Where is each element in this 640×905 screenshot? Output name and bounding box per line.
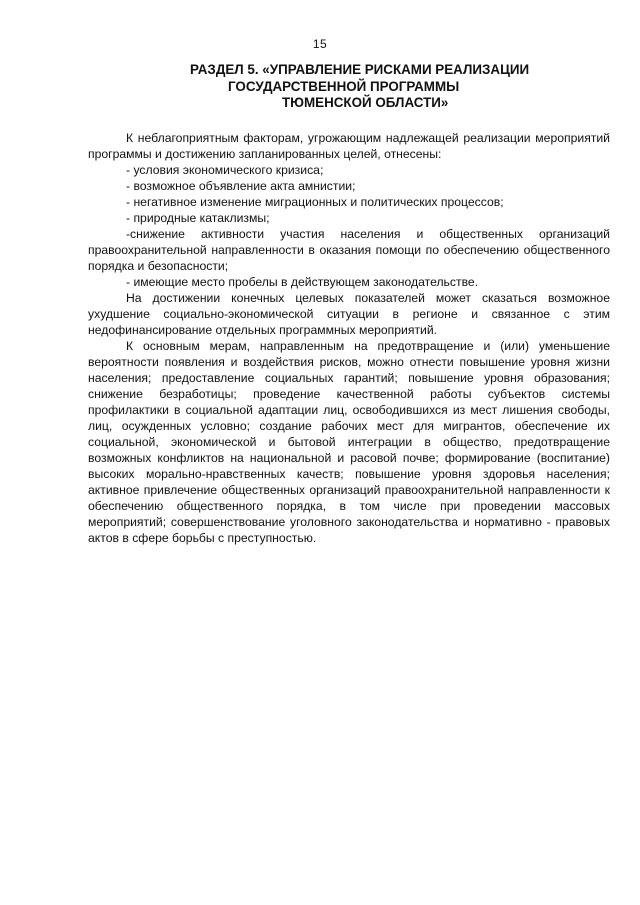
risk-factor-item: - негативное изменение миграционных и политических процессов;	[126, 195, 504, 209]
section-heading	[150, 62, 590, 112]
risk-factor-item: - природные катаклизмы;	[126, 211, 270, 225]
page-number: 15	[312, 37, 328, 51]
risk-factor-item: - имеющие место пробелы в действующем законодательстве.	[126, 275, 479, 289]
heading-line-3: ТЮМЕНСКОЙ ОБЛАСТИ»	[282, 95, 449, 110]
intro-paragraph: К неблагоприятным факторам, угрожающим надлежащей реализации мероприятий программы и достижению запланированных целей, отнесены:	[88, 131, 610, 161]
mitigation-measures-paragraph: К основным мерам, направленным на предотвращение и (или) уменьшение вероятности появления и воздействия рисков, можно отнести повышение уровня жизни населения; предоставление социальных гарантий; повышение уровня образования; снижение безработицы; проведение качественной работы субъектов системы профилактики в социальной адаптации лиц, освободившихся из мест лишения свободы, лиц, осужденных условно; создание рабочих мест для мигрантов, обеспечение их социальной, экономической и бытовой интеграции в общество, предотвращение возможных конфликтов на национальной и расовой почве; формирование (воспитание) высоких морально-нравственных качеств; повышение уровня здоровья населения; активное привлечение общественных организаций правоохранительной направленности к обеспечению общественного порядка, в том числе при проведении массовых мероприятий; совершенствование уголовного законодательства и нормативно - правовых актов в сфере борьбы с преступностью.	[88, 339, 610, 545]
risk-factor-item: - возможное объявление акта амнистии;	[126, 179, 356, 193]
risk-factor-item: - условия экономического кризиса;	[126, 163, 324, 177]
risk-factor-item: -снижение активности участия населения и общественных организаций правоохранительной направленности в оказания помощи по обеспечению общественного порядка и безопасности;	[88, 227, 610, 273]
section-body	[88, 130, 610, 546]
economic-risk-paragraph: На достижении конечных целевых показателей может сказаться возможное ухудшение социально-экономической ситуации в регионе и связанное с этим недофинансирование отдельных программных мероприятий.	[88, 291, 610, 337]
heading-line-1: РАЗДЕЛ 5. «УПРАВЛЕНИЕ РИСКАМИ РЕАЛИЗАЦИИ	[190, 62, 530, 77]
heading-line-2: ГОСУДАРСТВЕННОЙ ПРОГРАММЫ	[228, 78, 460, 94]
